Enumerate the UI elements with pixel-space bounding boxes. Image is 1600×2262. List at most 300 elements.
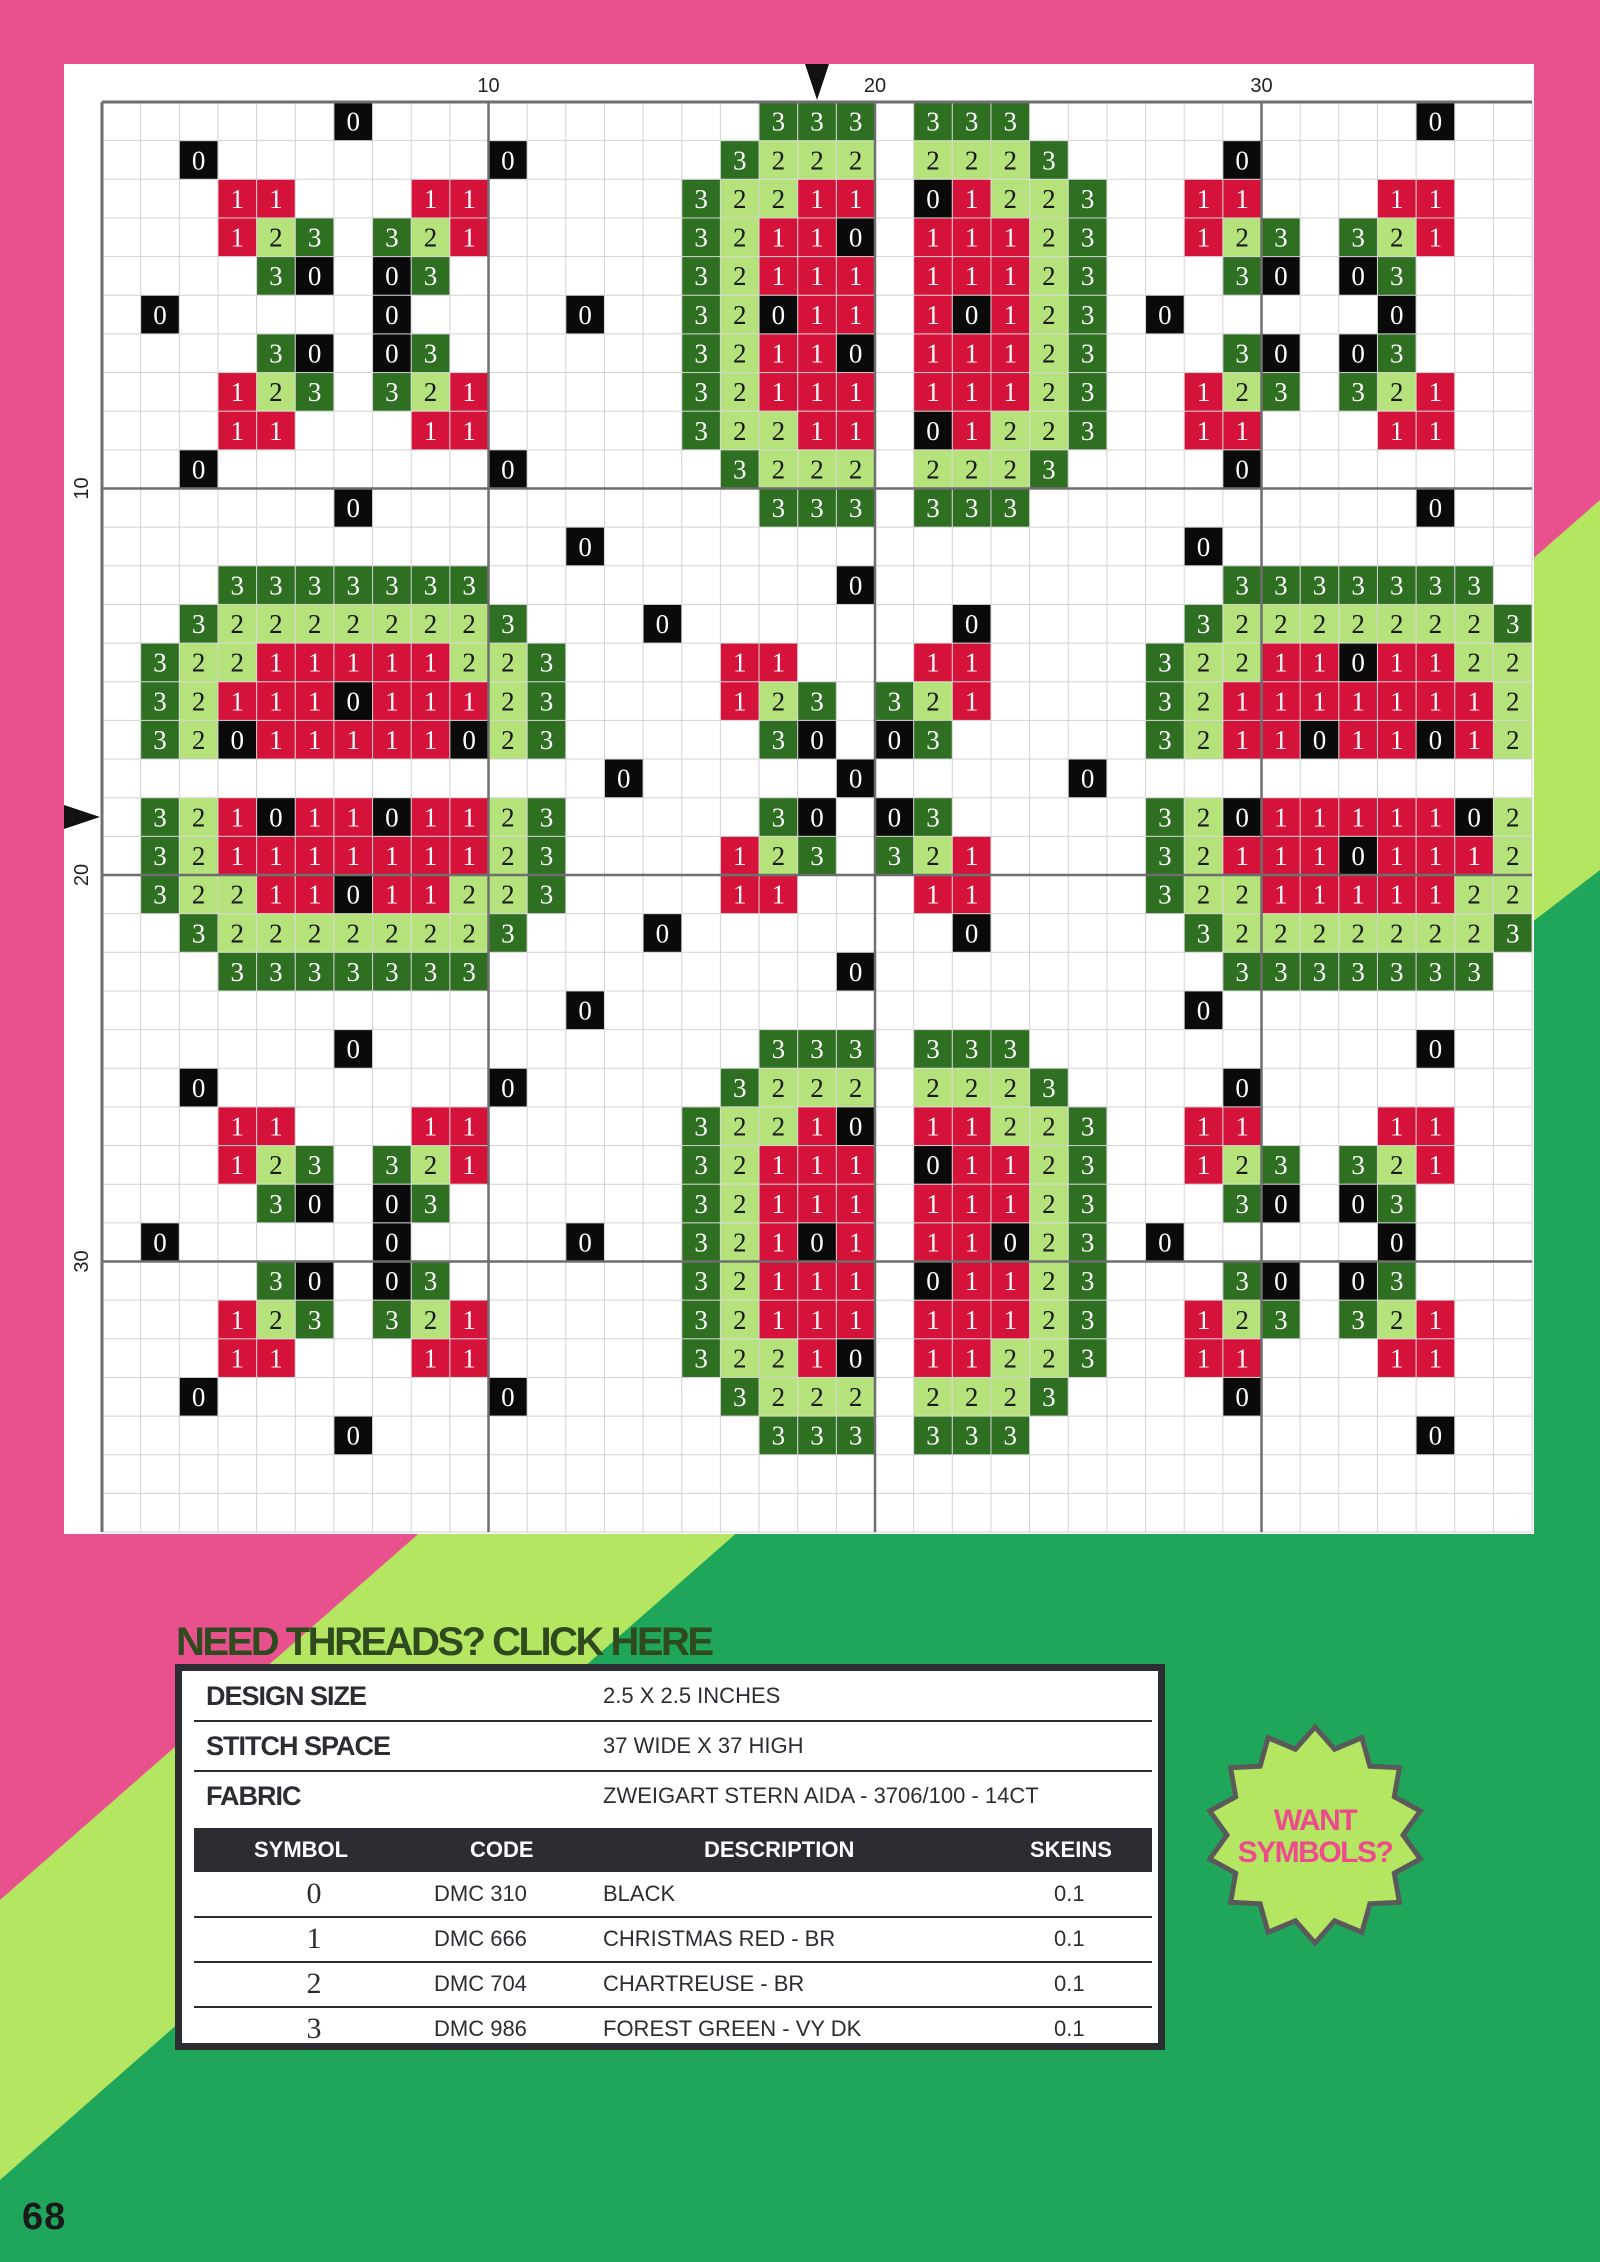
stitch-symbol: 2: [269, 377, 283, 408]
stitch-symbol: 3: [230, 956, 245, 987]
stitch-symbol: 0: [1158, 299, 1172, 330]
stitch-symbol: 2: [848, 145, 863, 176]
stitch-symbol: 2: [732, 299, 747, 330]
stitch-symbol: 2: [1196, 840, 1211, 871]
stitch-symbol: 3: [269, 1188, 283, 1219]
stitch-symbol: 0: [1351, 1188, 1365, 1219]
stitch-symbol: 3: [1235, 1188, 1249, 1219]
stitch-symbol: 2: [1042, 1304, 1056, 1335]
stitch-symbol: 0: [848, 1343, 863, 1374]
stitch-symbol: 1: [771, 1188, 786, 1219]
info-label: DESIGN SIZE: [206, 1681, 367, 1711]
stitch-symbol: 2: [191, 686, 206, 717]
stitch-symbol: 1: [1390, 840, 1404, 871]
axis-label-left: 20: [71, 863, 93, 887]
stitch-symbol: 3: [385, 1304, 399, 1335]
stitch-symbol: 2: [230, 918, 245, 949]
stitch-symbol: 1: [732, 840, 747, 871]
stitch-symbol: 0: [926, 183, 940, 214]
stitch-symbol: 1: [810, 1266, 824, 1297]
stitch-symbol: 0: [191, 454, 206, 485]
stitch-symbol: 3: [153, 725, 167, 756]
key-code: DMC 986: [434, 2016, 527, 2041]
stitch-symbol: 0: [1274, 1188, 1288, 1219]
stitch-symbol: 1: [1274, 879, 1288, 910]
stitch-symbol: 0: [578, 531, 592, 562]
stitch-symbol: 2: [732, 1150, 747, 1181]
stitch-symbol: 1: [1196, 1304, 1211, 1335]
stitch-symbol: 2: [1003, 454, 1018, 485]
stitch-symbol: 1: [423, 879, 438, 910]
stitch-symbol: 2: [771, 145, 786, 176]
stitch-symbol: 3: [423, 570, 438, 601]
stitch-symbol: 1: [810, 338, 824, 369]
stitch-symbol: 2: [423, 1150, 438, 1181]
stitch-symbol: 1: [1196, 1343, 1211, 1374]
stitch-symbol: 2: [1235, 879, 1249, 910]
stitch-symbol: 3: [810, 106, 824, 137]
stitch-symbol: 3: [694, 1227, 708, 1258]
stitch-symbol: 2: [1312, 609, 1327, 640]
stitch-symbol: 1: [926, 1343, 940, 1374]
stitch-symbol: 0: [1235, 145, 1249, 176]
stitch-symbol: 2: [771, 415, 786, 446]
stitch-symbol: 1: [964, 1111, 979, 1142]
stitch-symbol: 1: [1428, 1343, 1443, 1374]
stitch-symbol: 2: [385, 918, 399, 949]
stitch-symbol: 3: [1505, 918, 1520, 949]
key-symbol: 0: [306, 1877, 322, 1910]
stitch-symbol: 3: [1235, 570, 1249, 601]
stitch-symbol: 1: [810, 1343, 824, 1374]
stitch-symbol: 0: [346, 1034, 360, 1065]
stitch-symbol: 1: [462, 1304, 476, 1335]
stitch-symbol: 0: [1235, 802, 1249, 833]
stitch-symbol: 1: [1235, 686, 1249, 717]
header-description: DESCRIPTION: [704, 1837, 855, 1862]
stitch-symbol: 2: [771, 1382, 786, 1413]
stitch-symbol: 2: [1505, 879, 1520, 910]
stitch-symbol: 2: [1235, 377, 1249, 408]
stitch-symbol: 2: [1042, 1111, 1056, 1142]
stitch-symbol: 2: [771, 183, 786, 214]
stitch-symbol: 1: [810, 1304, 824, 1335]
stitch-symbol: 3: [1158, 879, 1172, 910]
stitch-symbol: 1: [307, 879, 322, 910]
stitch-symbol: 2: [1042, 1343, 1056, 1374]
stitch-symbol: 3: [694, 1343, 708, 1374]
stitch-symbol: 2: [1196, 802, 1211, 833]
stitch-symbol: 3: [694, 222, 708, 253]
stitch-symbol: 0: [926, 415, 940, 446]
stitch-symbol: 2: [423, 1304, 438, 1335]
stitch-symbol: 3: [153, 840, 167, 871]
stitch-symbol: 3: [694, 1266, 708, 1297]
stitch-symbol: 2: [1390, 222, 1404, 253]
stitch-symbol: 3: [1312, 956, 1327, 987]
stitch-symbol: 3: [1042, 454, 1056, 485]
stitch-symbol: 2: [1312, 918, 1327, 949]
stitch-symbol: 1: [1467, 840, 1481, 871]
stitch-symbol: 1: [269, 1343, 283, 1374]
stitch-symbol: 1: [848, 1188, 863, 1219]
stitch-symbol: 3: [269, 1266, 283, 1297]
stitch-symbol: 2: [1390, 918, 1404, 949]
stitch-symbol: 1: [385, 879, 399, 910]
stitch-symbol: 2: [423, 377, 438, 408]
stitch-symbol: 0: [153, 299, 167, 330]
stitch-symbol: 1: [423, 802, 438, 833]
stitch-symbol: 1: [385, 840, 399, 871]
stitch-symbol: 0: [1428, 493, 1443, 524]
key-symbol: 3: [306, 2012, 322, 2045]
stitch-symbol: 3: [810, 686, 824, 717]
stitch-symbol: 2: [771, 1072, 786, 1103]
stitch-symbol: 3: [771, 493, 786, 524]
stitch-symbol: 3: [1351, 570, 1365, 601]
stitch-symbol: 2: [732, 377, 747, 408]
stitch-symbol: 0: [964, 299, 979, 330]
stitch-symbol: 3: [1003, 493, 1018, 524]
stitch-symbol: 1: [1351, 879, 1365, 910]
stitch-symbol: 1: [964, 647, 979, 678]
stitch-symbol: 2: [1351, 918, 1365, 949]
stitch-symbol: 1: [732, 647, 747, 678]
stitch-symbol: 2: [964, 1072, 979, 1103]
stitch-symbol: 2: [1467, 918, 1481, 949]
stitch-symbol: 3: [1428, 570, 1443, 601]
stitch-symbol: 3: [1158, 686, 1172, 717]
stitch-symbol: 1: [926, 1188, 940, 1219]
stitch-symbol: 3: [1274, 570, 1288, 601]
stitch-symbol: 3: [462, 956, 476, 987]
stitch-symbol: 3: [1235, 1266, 1249, 1297]
stitch-symbol: 2: [462, 879, 476, 910]
stitch-symbol: 1: [462, 1343, 476, 1374]
stitch-symbol: 2: [771, 1343, 786, 1374]
stitch-symbol: 1: [771, 222, 786, 253]
stitch-symbol: 1: [385, 686, 399, 717]
stitch-symbol: 1: [1274, 686, 1288, 717]
stitch-symbol: 2: [732, 1266, 747, 1297]
stitch-symbol: 3: [1235, 956, 1249, 987]
stitch-symbol: 1: [1312, 686, 1327, 717]
stitch-symbol: 3: [1080, 1304, 1095, 1335]
stitch-symbol: 1: [1428, 1304, 1443, 1335]
center-marker-top: [805, 64, 829, 100]
stitch-symbol: 3: [1080, 415, 1095, 446]
info-value: 2.5 X 2.5 INCHES: [603, 1683, 781, 1708]
stitch-symbol: 2: [1235, 1304, 1249, 1335]
stitch-symbol: 2: [1505, 686, 1520, 717]
stitch-symbol: 0: [578, 1227, 592, 1258]
stitch-symbol: 3: [964, 1034, 979, 1065]
stitch-symbol: 1: [1235, 840, 1249, 871]
stitch-symbol: 2: [1003, 1343, 1018, 1374]
stitch-symbol: 1: [964, 879, 979, 910]
stitch-symbol: 1: [423, 183, 438, 214]
stitch-symbol: 3: [848, 1420, 863, 1451]
stitch-symbol: 0: [269, 802, 283, 833]
stitch-symbol: 1: [848, 1266, 863, 1297]
stitch-symbol: 1: [230, 1150, 245, 1181]
stitch-symbol: 1: [926, 377, 940, 408]
stitch-symbol: 1: [423, 415, 438, 446]
stitch-symbol: 1: [964, 1188, 979, 1219]
stitch-symbol: 1: [926, 261, 940, 292]
stitch-symbol: 3: [1080, 261, 1095, 292]
stitch-symbol: 3: [1042, 1382, 1056, 1413]
stitch-symbol: 2: [1467, 609, 1481, 640]
stitch-symbol: 0: [501, 1072, 515, 1103]
stitch-symbol: 1: [1003, 377, 1018, 408]
stitch-symbol: 3: [926, 1034, 940, 1065]
stitch-symbol: 2: [269, 1304, 283, 1335]
stitch-symbol: 3: [1428, 956, 1443, 987]
stitch-symbol: 1: [810, 183, 824, 214]
stitch-symbol: 3: [848, 493, 863, 524]
stitch-symbol: 0: [848, 222, 863, 253]
stitch-symbol: 3: [153, 647, 167, 678]
badge-line-2: SYMBOLS?: [1237, 1836, 1393, 1869]
stitch-symbol: 0: [1080, 763, 1095, 794]
stitch-symbol: 1: [926, 879, 940, 910]
stitch-symbol: 2: [1390, 609, 1404, 640]
stitch-symbol: 1: [926, 222, 940, 253]
stitch-symbol: 0: [385, 261, 399, 292]
stitch-symbol: 3: [1274, 222, 1288, 253]
stitch-symbol: 0: [771, 299, 786, 330]
stitch-symbol: 1: [1235, 183, 1249, 214]
stitch-symbol: 1: [1428, 686, 1443, 717]
stitch-symbol: 1: [1196, 377, 1211, 408]
stitch-symbol: 3: [1351, 222, 1365, 253]
stitch-symbol: 2: [1467, 647, 1481, 678]
stitch-symbol: 0: [501, 454, 515, 485]
stitch-symbol: 0: [385, 1188, 399, 1219]
stitch-symbol: 0: [810, 725, 824, 756]
stitch-symbol: 2: [462, 609, 476, 640]
stitch-symbol: 3: [926, 802, 940, 833]
stitch-symbol: 3: [423, 261, 438, 292]
key-skeins: 0.1: [1054, 1926, 1085, 1951]
stitch-symbol: 2: [1003, 145, 1018, 176]
stitch-symbol: 3: [539, 879, 554, 910]
stitch-symbol: 3: [385, 1150, 399, 1181]
key-description: BLACK: [603, 1881, 676, 1906]
stitch-symbol: 3: [1390, 338, 1404, 369]
stitch-symbol: 3: [732, 1382, 747, 1413]
stitch-symbol: 0: [385, 802, 399, 833]
stitch-symbol: 1: [230, 840, 245, 871]
key-row: [194, 1872, 1152, 1918]
stitch-symbol: 1: [964, 377, 979, 408]
stitch-symbol: 1: [230, 1304, 245, 1335]
stitch-symbol: 3: [539, 802, 554, 833]
info-value: ZWEIGART STERN AIDA - 3706/100 - 14CT: [603, 1783, 1039, 1808]
stitch-symbol: 3: [385, 377, 399, 408]
stitch-symbol: 1: [1235, 1343, 1249, 1374]
stitch-symbol: 1: [230, 1343, 245, 1374]
stitch-symbol: 0: [1390, 1227, 1404, 1258]
stitch-symbol: 2: [810, 1072, 824, 1103]
stitch-symbol: 2: [462, 918, 476, 949]
stitch-symbol: 2: [269, 918, 283, 949]
stitch-symbol: 2: [1042, 299, 1056, 330]
stitch-symbol: 1: [346, 647, 360, 678]
stitch-symbol: 1: [1003, 1150, 1018, 1181]
stitch-symbol: 1: [964, 1227, 979, 1258]
stitch-symbol: 2: [501, 725, 515, 756]
stitch-symbol: 2: [1505, 802, 1520, 833]
stitch-symbol: 2: [771, 840, 786, 871]
stitch-symbol: 1: [462, 377, 476, 408]
stitch-symbol: 1: [1467, 686, 1481, 717]
stitch-symbol: 3: [1080, 377, 1095, 408]
stitch-symbol: 1: [1274, 840, 1288, 871]
stitch-symbol: 3: [810, 1420, 824, 1451]
stitch-symbol: 2: [1235, 647, 1249, 678]
info-value: 37 WIDE X 37 HIGH: [603, 1733, 804, 1758]
stitch-symbol: 1: [810, 1188, 824, 1219]
stitch-symbol: 1: [810, 261, 824, 292]
stitch-symbol: 1: [964, 415, 979, 446]
stitch-symbol: 1: [1351, 802, 1365, 833]
stitch-symbol: 3: [1158, 840, 1172, 871]
stitch-symbol: 0: [385, 1266, 399, 1297]
stitch-symbol: 1: [462, 686, 476, 717]
stitch-symbol: 3: [385, 222, 399, 253]
stitch-symbol: 1: [346, 802, 360, 833]
stitch-symbol: 0: [307, 1188, 322, 1219]
stitch-symbol: 1: [810, 1111, 824, 1142]
stitch-symbol: 0: [1351, 1266, 1365, 1297]
stitch-symbol: 1: [307, 725, 322, 756]
stitch-symbol: 3: [346, 956, 360, 987]
stitch-symbol: 1: [230, 222, 245, 253]
stitch-symbol: 1: [1428, 377, 1443, 408]
stitch-symbol: 2: [269, 1150, 283, 1181]
info-row-design-size: [194, 1671, 1152, 1722]
stitch-symbol: 3: [771, 725, 786, 756]
stitch-symbol: 1: [810, 222, 824, 253]
stitch-symbol: 0: [1312, 725, 1327, 756]
stitch-symbol: 2: [1505, 840, 1520, 871]
stitch-symbol: 1: [462, 1150, 476, 1181]
stitch-symbol: 3: [385, 956, 399, 987]
stitch-symbol: 0: [191, 145, 206, 176]
stitch-symbol: 2: [230, 879, 245, 910]
stitch-symbol: 1: [771, 261, 786, 292]
stitch-symbol: 2: [1274, 918, 1288, 949]
header-code: CODE: [470, 1837, 534, 1862]
stitch-symbol: 2: [964, 145, 979, 176]
info-row-stitch-space: [194, 1721, 1152, 1772]
stitch-symbol: 3: [926, 493, 940, 524]
stitch-symbol: 0: [462, 725, 476, 756]
stitch-symbol: 3: [423, 1266, 438, 1297]
stitch-symbol: 0: [1351, 338, 1365, 369]
stitch-symbol: 1: [964, 261, 979, 292]
stitch-symbol: 1: [964, 1343, 979, 1374]
stitch-symbol: 3: [1080, 299, 1095, 330]
stitch-symbol: 2: [1351, 609, 1365, 640]
stitch-symbol: 2: [732, 1188, 747, 1219]
stitch-symbol: 1: [1235, 725, 1249, 756]
stitch-symbol: 0: [810, 802, 824, 833]
stitch-symbol: 1: [423, 725, 438, 756]
stitch-symbol: 3: [1080, 1111, 1095, 1142]
stitch-symbol: 1: [926, 1111, 940, 1142]
stitch-symbol: 3: [269, 570, 283, 601]
stitch-symbol: 0: [848, 1111, 863, 1142]
stitch-symbol: 2: [732, 415, 747, 446]
stitch-symbol: 1: [462, 415, 476, 446]
stitch-symbol: 3: [1158, 647, 1172, 678]
stitch-symbol: 0: [810, 1227, 824, 1258]
stitch-symbol: 1: [269, 686, 283, 717]
stitch-symbol: 2: [1042, 415, 1056, 446]
stitch-symbol: 0: [1003, 1227, 1018, 1258]
stitch-symbol: 2: [423, 918, 438, 949]
key-row: [194, 2007, 1152, 2051]
stitch-symbol: 1: [1428, 1150, 1443, 1181]
stitch-symbol: 3: [1003, 1034, 1018, 1065]
axis-label-top: 20: [863, 75, 887, 97]
stitch-symbol: 1: [771, 1150, 786, 1181]
stitch-symbol: 2: [230, 647, 245, 678]
stitch-symbol: 1: [848, 261, 863, 292]
stitch-symbol: 1: [848, 1150, 863, 1181]
stitch-symbol: 2: [346, 609, 360, 640]
stitch-symbol: 1: [1390, 802, 1404, 833]
stitch-symbol: 0: [346, 1420, 360, 1451]
stitch-symbol: 0: [848, 763, 863, 794]
key-row: [194, 1962, 1152, 2008]
stitch-symbol: 2: [501, 686, 515, 717]
stitch-symbol: 1: [771, 377, 786, 408]
stitch-symbol: 2: [1003, 1382, 1018, 1413]
stitch-symbol: 0: [926, 1150, 940, 1181]
stitch-symbol: 0: [848, 570, 863, 601]
stitch-symbol: 1: [1390, 1343, 1404, 1374]
stitch-symbol: 2: [848, 1072, 863, 1103]
stitch-symbol: 2: [964, 1382, 979, 1413]
stitch-symbol: 2: [1003, 1072, 1018, 1103]
stitch-symbol: 2: [926, 454, 940, 485]
want-symbols-label[interactable]: [1200, 1805, 1430, 1869]
stitch-symbol: 1: [269, 1111, 283, 1142]
stitch-symbol: 0: [1428, 106, 1443, 137]
stitch-symbol: 0: [964, 609, 979, 640]
stitch-symbol: 1: [462, 802, 476, 833]
stitch-symbol: 3: [346, 570, 360, 601]
stitch-symbol: 2: [1196, 879, 1211, 910]
stitch-symbol: 2: [732, 1111, 747, 1142]
stitch-symbol: 1: [307, 647, 322, 678]
stitch-symbol: 1: [810, 415, 824, 446]
stitch-symbol: 2: [926, 1072, 940, 1103]
stitch-symbol: 0: [1351, 261, 1365, 292]
stitch-symbol: 1: [771, 1227, 786, 1258]
stitch-symbol: 2: [307, 609, 322, 640]
stitch-symbol: 1: [810, 377, 824, 408]
stitch-symbol: 1: [346, 840, 360, 871]
stitch-symbol: 1: [964, 1150, 979, 1181]
need-threads-link[interactable]: NEED THREADS? CLICK HERE: [176, 1620, 712, 1664]
stitch-symbol: 0: [307, 1266, 322, 1297]
stitch-symbol: 2: [423, 609, 438, 640]
